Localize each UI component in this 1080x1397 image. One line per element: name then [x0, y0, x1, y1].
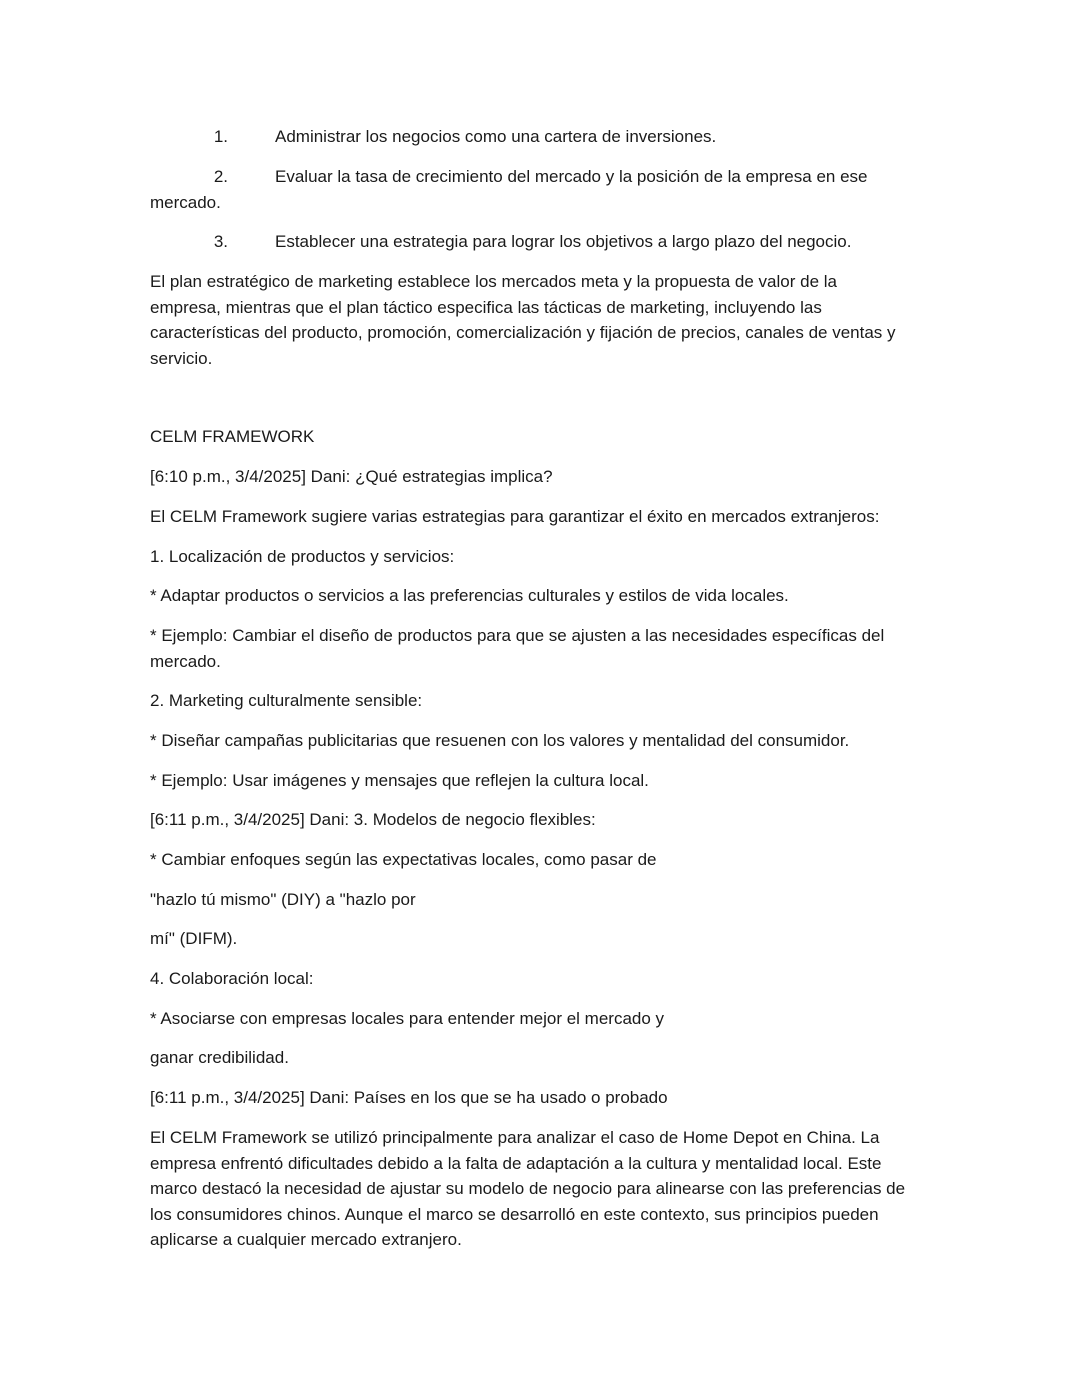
paragraph-line: empresa, mientras que el plan táctico especifica las tácticas de marketing, incluyendo las — [150, 297, 822, 317]
list-number: 3. — [213, 232, 228, 251]
list-text: Administrar los negocios como una cartera de inversiones. — [275, 127, 717, 146]
paragraph: mí" (DIFM). — [150, 929, 238, 948]
paragraph: 4. Colaboración local: — [150, 969, 314, 988]
paragraph-line: marco destacó la necesidad de ajustar su modelo de negocio para alinearse con las preferencias de — [150, 1179, 906, 1199]
paragraph-line: aplicarse a cualquier mercado extranjero. — [150, 1230, 462, 1250]
list-number: 2. — [213, 167, 228, 186]
paragraph: El CELM Framework sugiere varias estrategias para garantizar el éxito en mercados extranjeros: — [150, 507, 880, 526]
chat-line: [6:11 p.m., 3/4/2025] Dani: Países en los que se ha usado o probado — [150, 1088, 668, 1107]
numbered-list-item-3 — [150, 229, 950, 255]
paragraph-line: empresa enfrentó dificultades debido a la falta de adaptación a la cultura y mentalidad local. Este — [150, 1153, 882, 1173]
paragraph: 1. Localización de productos y servicios: — [150, 547, 455, 566]
paragraph: "hazlo tú mismo" (DIY) a "hazlo por — [150, 890, 416, 909]
chat-line: [6:11 p.m., 3/4/2025] Dani: 3. Modelos de negocio flexibles: — [150, 810, 596, 829]
paragraph: * Adaptar productos o servicios a las preferencias culturales y estilos de vida locales. — [150, 586, 789, 605]
paragraph-line: El CELM Framework se utilizó principalmente para analizar el caso de Home Depot en China. La — [150, 1128, 880, 1147]
numbered-list-item-2 — [150, 164, 950, 215]
paragraph — [150, 623, 884, 674]
section-heading: CELM FRAMEWORK — [150, 427, 315, 446]
list-number: 1. — [213, 127, 228, 146]
paragraph: * Asociarse con empresas locales para entender mejor el mercado y — [150, 1009, 665, 1028]
paragraph-line: características del producto, promoción, comercialización y fijación de precios, canales de ventas y — [150, 323, 896, 343]
numbered-list-item-1 — [150, 124, 950, 150]
paragraph-line: servicio. — [150, 348, 213, 368]
intro-paragraph — [150, 269, 896, 371]
paragraph: * Ejemplo: Usar imágenes y mensajes que reflejen la cultura local. — [150, 771, 649, 790]
list-text-continuation: mercado. — [150, 192, 221, 212]
paragraph-line: * Ejemplo: Cambiar el diseño de productos para que se ajusten a las necesidades específicas del — [150, 626, 885, 645]
paragraph-line: mercado. — [150, 651, 221, 671]
list-text: Establecer una estrategia para lograr los objetivos a largo plazo del negocio. — [275, 232, 852, 251]
paragraph: * Cambiar enfoques según las expectativas locales, como pasar de — [150, 850, 657, 869]
paragraph: ganar credibilidad. — [150, 1048, 289, 1067]
paragraph: 2. Marketing culturalmente sensible: — [150, 691, 423, 710]
closing-paragraph — [150, 1125, 905, 1253]
chat-line: [6:10 p.m., 3/4/2025] Dani: ¿Qué estrategias implica? — [150, 467, 553, 486]
list-text: Evaluar la tasa de crecimiento del mercado y la posición de la empresa en ese — [275, 167, 868, 186]
paragraph-line: El plan estratégico de marketing establece los mercados meta y la propuesta de valor de la — [150, 272, 837, 291]
paragraph: * Diseñar campañas publicitarias que resuenen con los valores y mentalidad del consumidor. — [150, 731, 850, 750]
paragraph-line: los consumidores chinos. Aunque el marco se desarrolló en este contexto, sus principios pueden — [150, 1204, 879, 1224]
